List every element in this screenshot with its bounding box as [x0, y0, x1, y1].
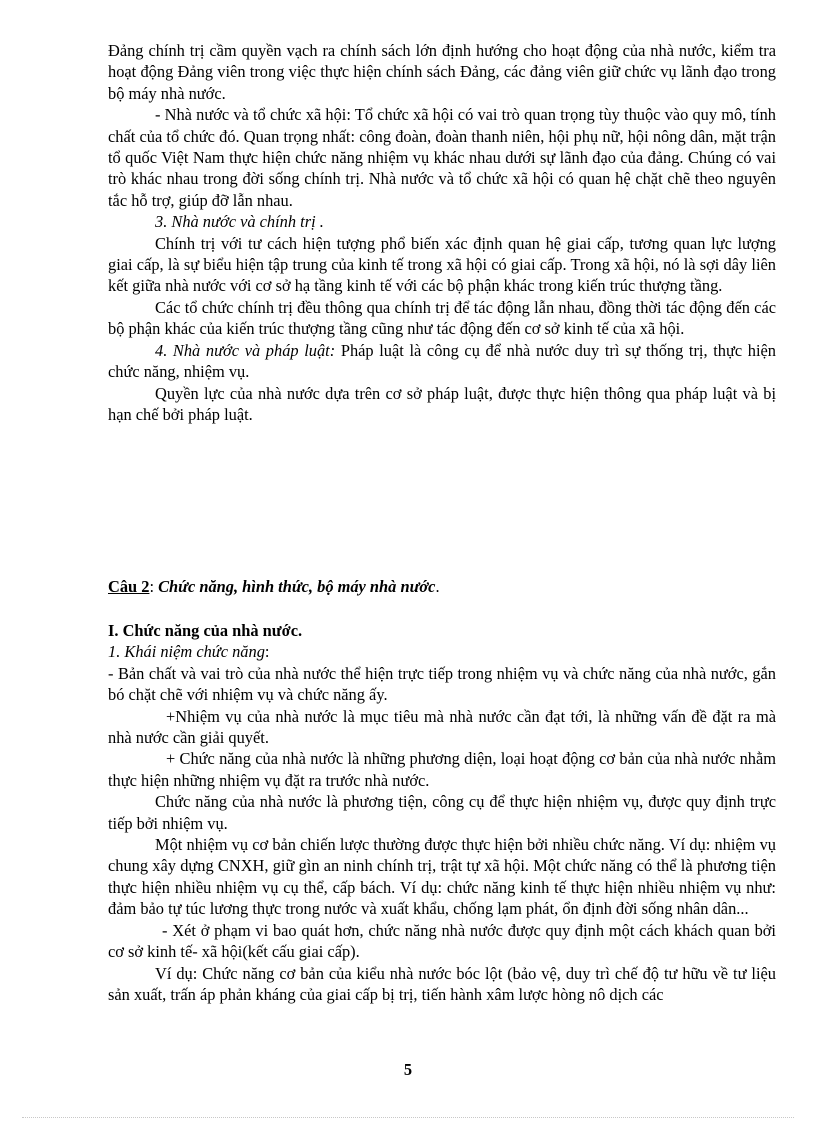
subheading-colon: :	[264, 642, 270, 662]
paragraph-political-orgs: Các tổ chức chính trị đều thông qua chính trị để tác động lẫn nhau, đồng thời tác động đến các bộ phận khác của kiến trúc thượng tầng cũng như tác động đến cơ sở kinh tế của xã hội.	[108, 297, 776, 339]
question-label: Câu 2	[108, 577, 150, 596]
section-heading: I. Chức năng của nhà nước.	[108, 621, 303, 640]
state-law-text: Pháp luật là công cụ để nhà nước duy trì sự thống trị, thực hiện chức năng, nhiệm vụ.	[108, 340, 776, 382]
paragraph-party: Đảng chính trị cầm quyền vạch ra chính sách lớn định hướng cho hoạt động của nhà nước, kiểm tra hoạt động Đảng viên trong việc thực hiện chính sách Đảng, các đảng viên giữ chức vụ lãnh đạo trong bộ máy nhà nước.	[108, 41, 776, 103]
question-end: .	[435, 577, 440, 596]
question-title: Chức năng, hình thức, bộ máy nhà nước	[158, 577, 436, 596]
paragraph-example: Ví dụ: Chức năng cơ bản của kiểu nhà nước bóc lột (bảo vệ, duy trì chế độ tư hữu về tư liệu sản xuất, trấn áp phản kháng của giai cấp bị trị, tiến hành xâm lược hòng nô dịch các	[108, 963, 776, 1004]
paragraph-state-law	[108, 340, 776, 383]
paragraph-politics: Chính trị với tư cách hiện tượng phổ biến xác định quan hệ giai cấp, tương quan lực lượng giai cấp, là sự biểu hiện tập trung của kinh tế trong xã hội có giai cấp. Trong xã hội, nó là sợi dây liên kết giữa nhà nước với cơ sở hạ tầng kinh tế với các bộ phận khác trong kiến trúc thượng tầng.	[108, 233, 776, 296]
question-sep: :	[149, 577, 159, 596]
page-number: 5	[403, 1060, 413, 1079]
top-section	[108, 40, 776, 425]
heading-state-politics: 3. Nhà nước và chính trị .	[155, 212, 324, 232]
paragraph-function-tool: Chức năng của nhà nước là phương tiện, công cụ để thực hiện nhiệm vụ, được quy định trực tiếp bởi nhiệm vụ.	[108, 792, 776, 833]
paragraph-function: + Chức năng của nhà nước là những phương diện, loại hoạt động cơ bản của nhà nước nhằm thực hiện những nhiệm vụ đặt ra trước nhà nước.	[108, 749, 776, 790]
heading-state-law: 4. Nhà nước và pháp luật:	[155, 340, 336, 360]
question-line	[108, 576, 776, 597]
paragraph-social-org: - Nhà nước và tổ chức xã hội: Tổ chức xã hội có vai trò quan trọng tùy thuộc vào quy mô, tính chất của tổ chức đó. Quan trọng nhất: công đoàn, đoàn thanh niên, hội phụ nữ, hội nông dân, mặt trận tổ quốc Việt Nam thực hiện chức năng nhiệm vụ khác nhau dưới sự lãnh đạo của đảng. Chúng có vai trò khác nhau trong đời sống chính trị. Nhà nước và tổ chức xã hội có quan hệ chặt chẽ theo nguyên tắc hỗ trợ, giúp đỡ lẫn nhau.	[108, 105, 776, 210]
subheading-line	[108, 641, 776, 662]
section-functions	[108, 620, 776, 1005]
paragraph-task: +Nhiệm vụ của nhà nước là mục tiêu mà nhà nước cần đạt tới, là những vấn đề đặt ra mà nhà nước cần giải quyết.	[108, 706, 776, 748]
paragraph-scope: - Xét ở phạm vi bao quát hơn, chức năng nhà nước được quy định một cách khách quan bởi cơ sở kinh tế- xã hội(kết cấu giai cấp).	[108, 920, 776, 962]
question-heading	[108, 576, 776, 597]
footer-divider	[22, 1117, 794, 1118]
paragraph-strategic-task: Một nhiệm vụ cơ bản chiến lược thường được thực hiện bởi nhiều chức năng. Ví dụ: nhiệm vụ chung xây dựng CNXH, giữ gìn an ninh chính trị, trật tự xã hội. Một chức năng có thể là phương tiện thực hiện nhiều nhiệm vụ cụ thể, cấp bách. Ví dụ: chức năng kinh tế thực hiện nhiều nhiệm vụ như: đảm bảo tự túc lương thực trong nước và xuất khẩu, chống lạm phát, ổn định đời sống nhân dân...	[108, 835, 776, 919]
paragraph-nature: - Bản chất và vai trò của nhà nước thể hiện trực tiếp trong nhiệm vụ và chức năng của nhà nước, gắn bó chặt chẽ với nhiệm vụ và chức năng ấy.	[108, 663, 776, 705]
subheading-concept: 1. Khái niệm chức năng	[108, 642, 265, 662]
paragraph-state-power: Quyền lực của nhà nước dựa trên cơ sở pháp luật, được thực hiện thông qua pháp luật và bị hạn chế bởi pháp luật.	[108, 383, 776, 424]
